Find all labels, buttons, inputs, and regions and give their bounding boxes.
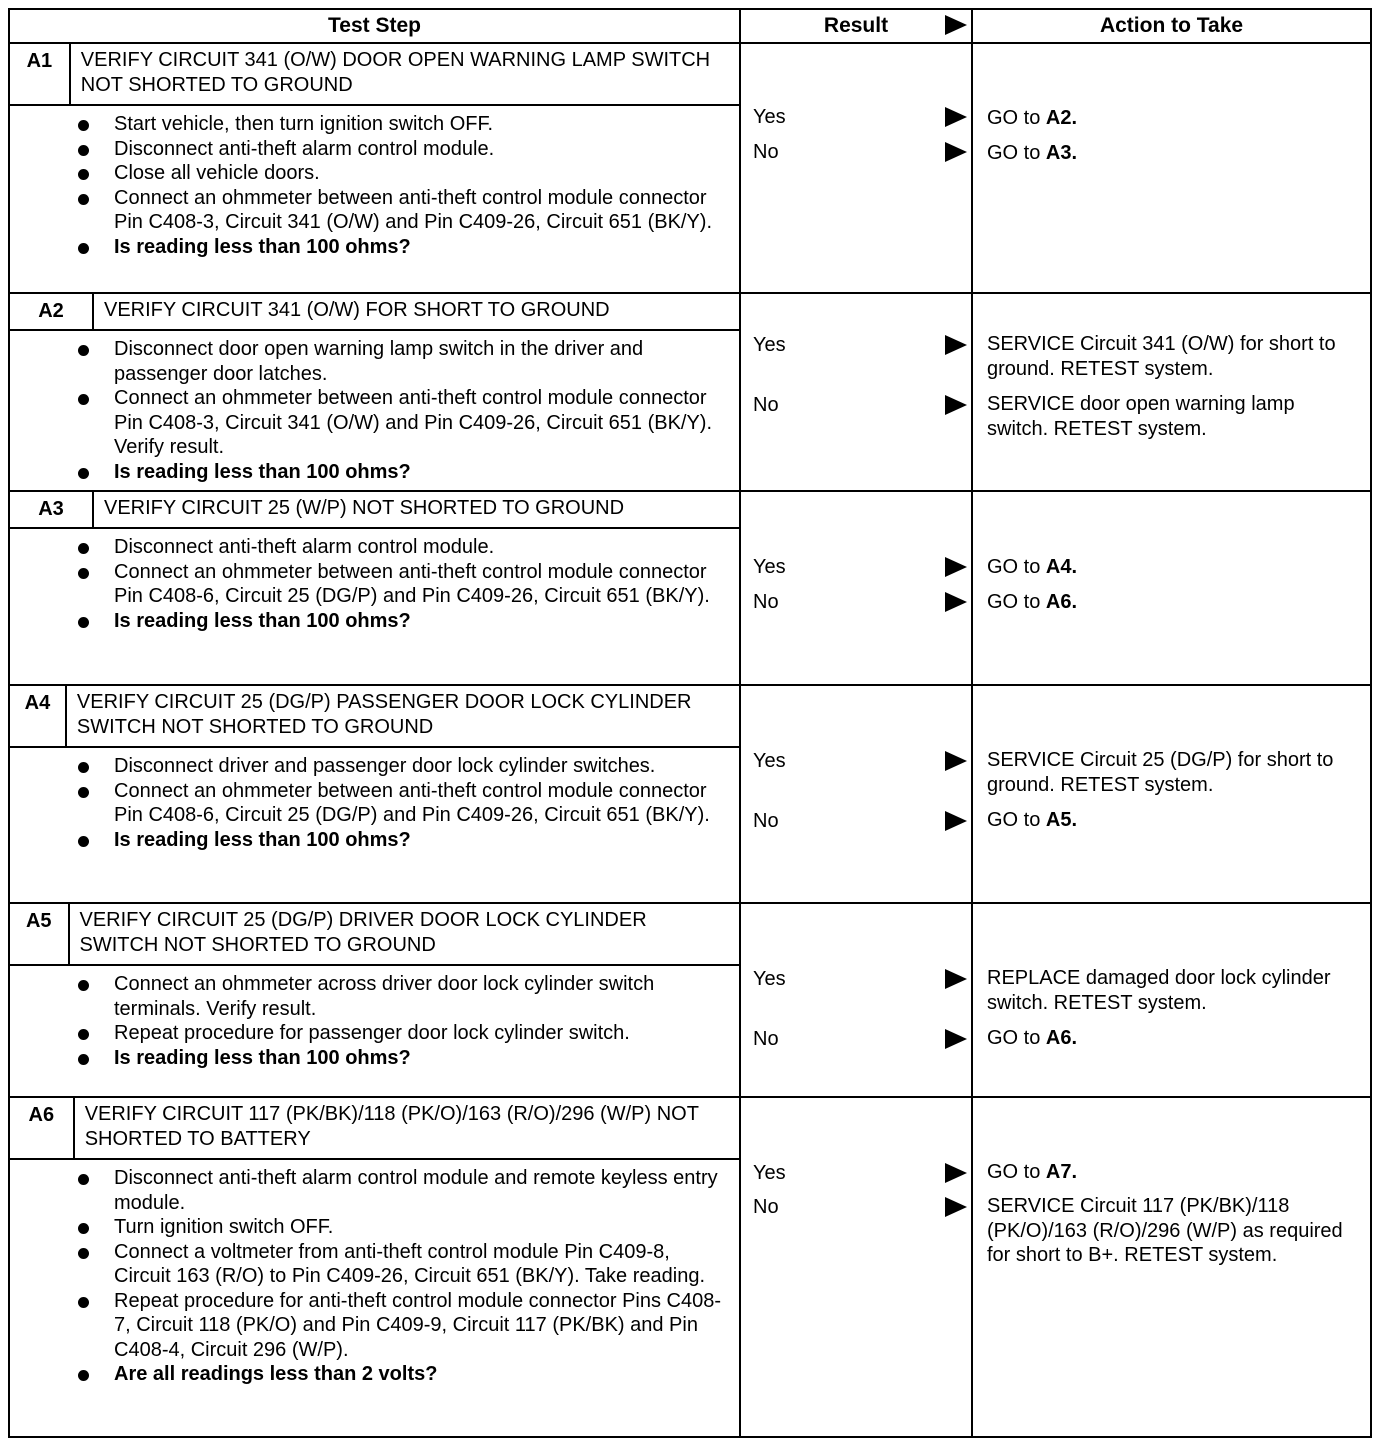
test-step-cell (9, 293, 740, 491)
result-no-label: No (753, 1196, 779, 1218)
step-reference[interactable]: A6. (1045, 591, 1078, 613)
action-cell (972, 43, 1371, 293)
step-question: Are all readings less than 2 volts? (74, 1362, 729, 1387)
step-question: Is reading less than 100 ohms? (74, 235, 729, 260)
list-item: Connect an ohmmeter between anti-theft control module connector Pin C408-3, Circuit 341 (O/W) and Pin C409-26, Circuit 651 (BK/Y). Verify result. (74, 386, 729, 460)
action-yes (987, 966, 1360, 1015)
step-reference[interactable]: A2. (1045, 107, 1078, 129)
action-no (987, 141, 1360, 166)
result-yes-label: Yes (753, 334, 786, 356)
action-yes (987, 748, 1360, 797)
action-no (987, 808, 1360, 833)
step-reference[interactable]: A3. (1045, 142, 1078, 164)
test-step-cell (9, 1097, 740, 1437)
arrow-right-icon (945, 1163, 967, 1183)
result-yes (753, 554, 967, 580)
action-yes-text: GO to (987, 1161, 1046, 1183)
list-item: Repeat procedure for anti-theft control module connector Pins C408-7, Circuit 118 (PK/O) and Pin C409-9, Circuit 117 (PK/BK) and Pin C408-4, Circuit 296 (W/P). (74, 1289, 729, 1363)
step-id: A1 (10, 44, 71, 104)
step-question: Is reading less than 100 ohms? (74, 828, 729, 853)
test-step-cell (9, 491, 740, 685)
step-title: VERIFY CIRCUIT 25 (W/P) NOT SHORTED TO GROUND (104, 497, 625, 519)
step-header (10, 904, 739, 966)
test-step-cell (9, 685, 740, 903)
arrow-right-icon (945, 335, 967, 355)
step-reference[interactable]: A5. (1045, 809, 1078, 831)
step-title: VERIFY CIRCUIT 117 (PK/BK)/118 (PK/O)/163 (R/O)/296 (W/P) NOT SHORTED TO BATTERY (84, 1103, 699, 1150)
action-yes-text: REPLACE damaged door lock cylinder switch. RETEST system. (987, 967, 1331, 1014)
step-title: VERIFY CIRCUIT 341 (O/W) FOR SHORT TO GROUND (104, 299, 610, 321)
result-no-label: No (753, 141, 779, 163)
step-header (10, 44, 739, 106)
list-item: Close all vehicle doors. (74, 161, 729, 186)
arrow-right-icon (945, 557, 967, 577)
result-cell (740, 1097, 972, 1437)
result-cell (740, 903, 972, 1097)
step-bullets (74, 337, 729, 484)
result-yes (753, 1160, 967, 1186)
test-step-cell (9, 43, 740, 293)
step-id: A2 (10, 294, 94, 329)
header-result (740, 9, 972, 43)
action-yes-text: SERVICE Circuit 25 (DG/P) for short to ground. RETEST system. (987, 749, 1334, 796)
result-no-label: No (753, 810, 779, 832)
result-yes-label: Yes (753, 968, 786, 990)
step-id: A3 (10, 492, 94, 527)
action-yes-text: GO to (987, 107, 1046, 129)
arrow-right-icon (945, 1197, 967, 1217)
action-yes-text: SERVICE Circuit 341 (O/W) for short to ground. RETEST system. (987, 333, 1336, 380)
list-item: Connect an ohmmeter across driver door lock cylinder switch terminals. Verify result. (74, 972, 729, 1021)
list-item: Disconnect anti-theft alarm control module and remote keyless entry module. (74, 1166, 729, 1215)
table-row (9, 685, 1371, 903)
step-body (10, 106, 739, 265)
list-item: Repeat procedure for passenger door lock cylinder switch. (74, 1021, 729, 1046)
step-reference[interactable]: A6. (1045, 1027, 1078, 1049)
pinpoint-test-table (8, 8, 1372, 1438)
step-bullets (74, 1166, 729, 1387)
action-cell (972, 685, 1371, 903)
header-result-label: Result (823, 14, 889, 37)
result-no (753, 392, 967, 418)
list-item: Connect an ohmmeter between anti-theft control module connector Pin C408-6, Circuit 25 (DG/P) and Pin C409-26, Circuit 651 (BK/Y). (74, 779, 729, 828)
arrow-right-icon (945, 15, 967, 35)
action-no-text: SERVICE Circuit 117 (PK/BK)/118 (PK/O)/163 (R/O)/296 (W/P) as required for short to B+. RETEST system. (987, 1195, 1343, 1266)
action-no-text: GO to (987, 591, 1046, 613)
list-item: Connect an ohmmeter between anti-theft control module connector Pin C408-3, Circuit 341 (O/W) and Pin C409-26, Circuit 651 (BK/Y). (74, 186, 729, 235)
action-no-text: SERVICE door open warning lamp switch. RETEST system. (987, 393, 1295, 440)
result-no-label: No (753, 394, 779, 416)
step-reference[interactable]: A7. (1045, 1161, 1078, 1183)
step-bullets (74, 972, 729, 1070)
action-no-text: GO to (987, 809, 1046, 831)
step-title: VERIFY CIRCUIT 25 (DG/P) PASSENGER DOOR LOCK CYLINDER SWITCH NOT SHORTED TO GROUND (76, 691, 692, 738)
arrow-right-icon (945, 395, 967, 415)
table-row (9, 903, 1371, 1097)
header-test-step: Test Step (9, 9, 740, 43)
result-no-label: No (753, 591, 779, 613)
arrow-right-icon (945, 142, 967, 162)
arrow-right-icon (945, 811, 967, 831)
action-no-text: GO to (987, 142, 1046, 164)
list-item: Start vehicle, then turn ignition switch OFF. (74, 112, 729, 137)
table-row (9, 491, 1371, 685)
diagnostic-table (8, 8, 1370, 1438)
result-no (753, 139, 967, 165)
arrow-right-icon (945, 107, 967, 127)
result-cell (740, 685, 972, 903)
action-yes (987, 106, 1360, 131)
action-cell (972, 1097, 1371, 1437)
list-item: Disconnect door open warning lamp switch in the driver and passenger door latches. (74, 337, 729, 386)
list-item: Connect a voltmeter from anti-theft control module Pin C409-8, Circuit 163 (R/O) to Pin C409-26, Circuit 651 (BK/Y). Take reading. (74, 1240, 729, 1289)
action-yes (987, 1160, 1360, 1185)
result-yes (753, 966, 967, 992)
action-no (987, 1194, 1360, 1268)
list-item: Turn ignition switch OFF. (74, 1215, 729, 1240)
step-header (10, 686, 739, 748)
action-yes-text: GO to (987, 556, 1046, 578)
result-yes (753, 748, 967, 774)
result-yes-label: Yes (753, 750, 786, 772)
result-no (753, 1194, 967, 1220)
step-question: Is reading less than 100 ohms? (74, 609, 729, 634)
action-no-text: GO to (987, 1027, 1046, 1049)
result-yes-label: Yes (753, 556, 786, 578)
step-id: A6 (10, 1098, 75, 1158)
action-yes (987, 555, 1360, 580)
step-body (10, 966, 739, 1076)
result-no (753, 589, 967, 615)
table-row (9, 293, 1371, 491)
step-header (10, 294, 739, 331)
step-header (10, 492, 739, 529)
action-cell (972, 293, 1371, 491)
list-item: Disconnect anti-theft alarm control module. (74, 137, 729, 162)
action-cell (972, 491, 1371, 685)
result-no (753, 808, 967, 834)
action-cell (972, 903, 1371, 1097)
result-yes (753, 104, 967, 130)
table-header-row (9, 9, 1371, 43)
step-header (10, 1098, 739, 1160)
step-body (10, 748, 739, 858)
step-title: VERIFY CIRCUIT 341 (O/W) DOOR OPEN WARNING LAMP SWITCH NOT SHORTED TO GROUND (80, 49, 711, 96)
step-bullets (74, 112, 729, 259)
arrow-right-icon (945, 592, 967, 612)
step-reference[interactable]: A4. (1045, 556, 1078, 578)
result-yes (753, 332, 967, 358)
arrow-right-icon (945, 751, 967, 771)
step-body (10, 1160, 739, 1393)
step-bullets (74, 535, 729, 633)
arrow-right-icon (945, 1029, 967, 1049)
step-body (10, 331, 739, 490)
list-item: Connect an ohmmeter between anti-theft control module connector Pin C408-6, Circuit 25 (DG/P) and Pin C409-26, Circuit 651 (BK/Y). (74, 560, 729, 609)
list-item: Disconnect driver and passenger door lock cylinder switches. (74, 754, 729, 779)
action-no (987, 1026, 1360, 1051)
result-cell (740, 293, 972, 491)
test-step-cell (9, 903, 740, 1097)
step-id: A4 (10, 686, 67, 746)
step-bullets (74, 754, 729, 852)
result-yes-label: Yes (753, 1162, 786, 1184)
table-row (9, 43, 1371, 293)
result-no (753, 1026, 967, 1052)
list-item: Disconnect anti-theft alarm control module. (74, 535, 729, 560)
result-cell (740, 43, 972, 293)
action-yes (987, 332, 1360, 381)
result-yes-label: Yes (753, 106, 786, 128)
result-no-label: No (753, 1028, 779, 1050)
step-id: A5 (10, 904, 70, 964)
step-question: Is reading less than 100 ohms? (74, 460, 729, 485)
action-no (987, 590, 1360, 615)
result-cell (740, 491, 972, 685)
table-row (9, 1097, 1371, 1437)
step-body (10, 529, 739, 639)
action-no (987, 392, 1360, 441)
step-title: VERIFY CIRCUIT 25 (DG/P) DRIVER DOOR LOCK CYLINDER SWITCH NOT SHORTED TO GROUND (79, 909, 647, 956)
arrow-right-icon (945, 969, 967, 989)
step-question: Is reading less than 100 ohms? (74, 1046, 729, 1071)
header-action: Action to Take (972, 9, 1371, 43)
